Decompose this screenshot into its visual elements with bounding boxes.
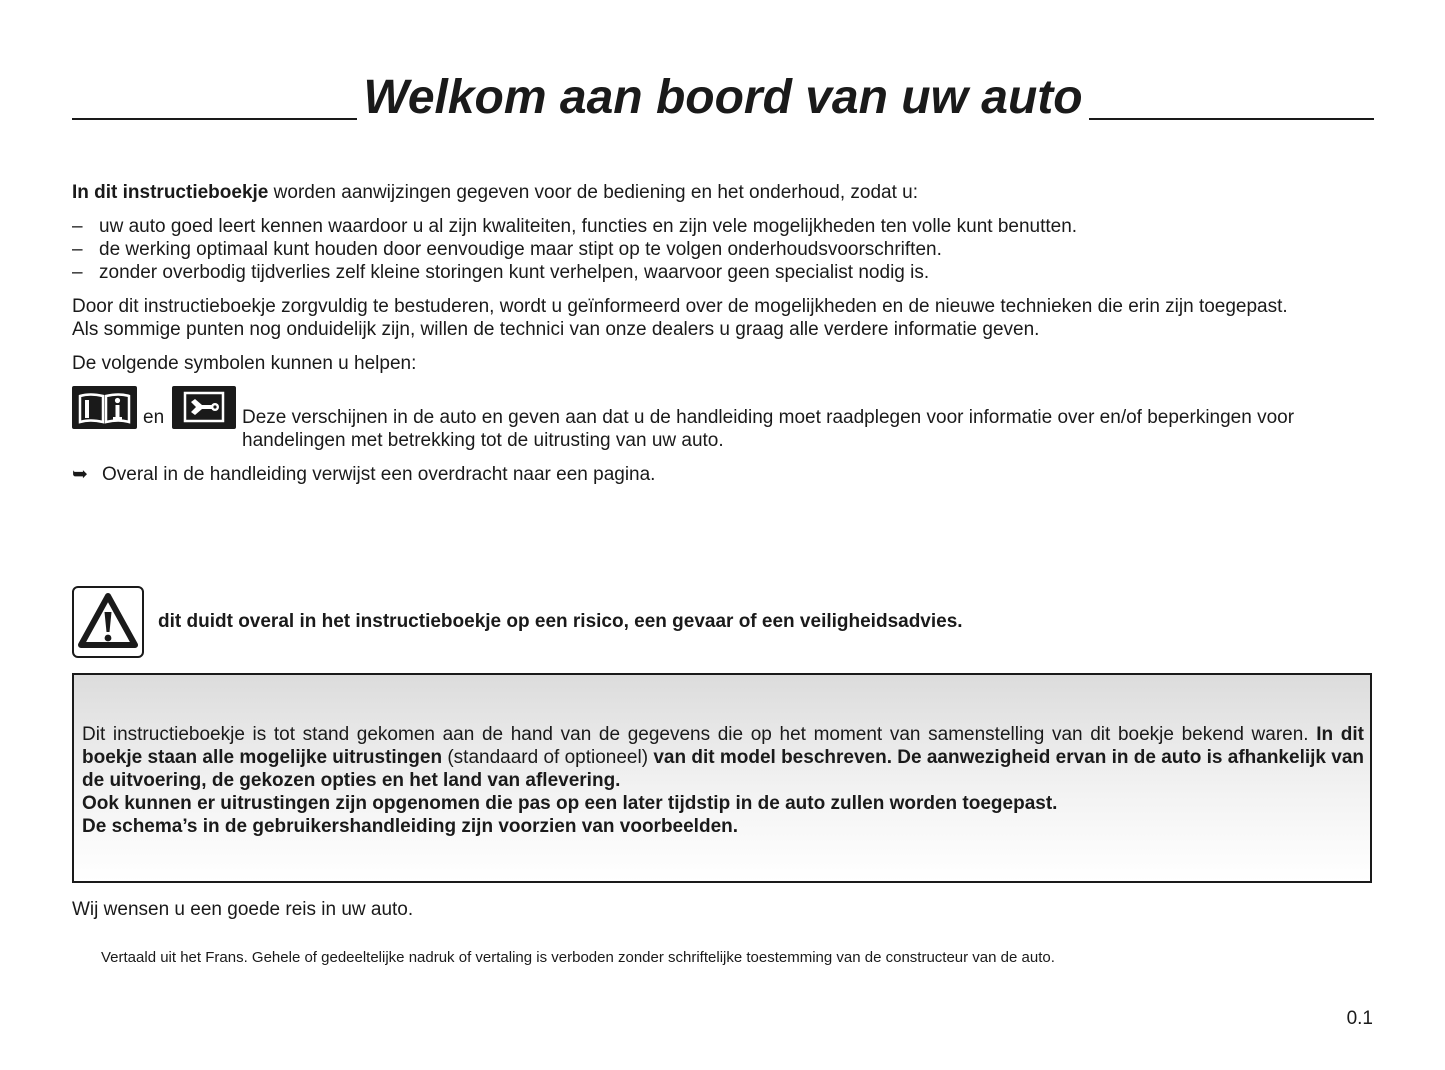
bullet-dash: – — [72, 216, 83, 237]
info-note-box — [72, 673, 1372, 883]
list-item — [72, 238, 942, 261]
intro-rest: worden aanwijzingen gegeven voor de bediening en het onderhoud, zodat u: — [268, 182, 919, 203]
book-info-icon — [72, 386, 137, 429]
symbols-description-line-1: Deze verschijnen in de auto en geven aan dat u de handleiding moet raadplegen voor informatie over en/of beperkingen voor — [242, 407, 1295, 428]
intro-paragraph — [72, 181, 1382, 204]
closing-text: Wij wensen u een goede reis in uw auto. — [72, 899, 414, 920]
page-reference-text: Overal in de handleiding verwijst een overdracht naar een pagina. — [102, 464, 656, 485]
symbols-description-line-2: handelingen met betrekking tot de uitrusting van uw auto. — [242, 430, 724, 451]
note-text-bold: In dit boekje staan alle mogelijke uitrustingen — [82, 724, 1364, 768]
note-text-bold: Ook kunnen er uitrustingen zijn opgenomen die pas op een later tijdstip in de auto zullen worden toegepast. — [82, 793, 1058, 814]
list-item-text: uw auto goed leert kennen waardoor u al zijn kwaliteiten, functies en zijn vele mogelijkheden ten volle kunt benutten. — [99, 216, 1078, 237]
note-text-bold: De schema’s in de gebruikershandleiding zijn voorzien van voorbeelden. — [82, 816, 739, 837]
page-title: Welkom aan boord van uw auto — [357, 71, 1088, 124]
bullet-dash: – — [72, 262, 83, 283]
intro-bold: In dit instructieboekje — [72, 182, 269, 203]
note-text-regular: Dit instructieboekje is tot stand gekomen aan de hand van de gegevens die op het moment van samenstelling van dit boekje bekend waren. — [82, 724, 1317, 745]
wrench-icon — [172, 386, 236, 429]
warning-triangle-icon — [72, 586, 144, 658]
page-reference-note — [72, 463, 655, 486]
page-header — [72, 70, 1374, 124]
translation-notice: Vertaald uit het Frans. Gehele of gedeeltelijke nadruk of vertaling is verboden zonder schriftelijke toestemming van de constructeur van de auto. — [101, 949, 1055, 966]
list-item-text: de werking optimaal kunt houden door eenvoudige maar stipt op te volgen onderhoudsvoorschriften. — [99, 239, 942, 260]
warning-text: dit duidt overal in het instructieboekje op een risico, een gevaar of een veiligheidsadvies. — [158, 611, 963, 632]
study-paragraph-line-1: Door dit instructieboekje zorgvuldig te bestuderen, wordt u geïnformeerd over de mogelijkheden en de nieuwe technieken die erin zijn toegepast. — [72, 296, 1288, 317]
bullet-dash: – — [72, 239, 83, 260]
note-text-bold: van dit model beschreven. De aanwezigheid ervan in de auto is afhankelijk van de uitvoering, de gekozen opties en het land van aflevering. — [82, 747, 1364, 791]
note-text-regular: (standaard of optioneel) — [442, 747, 654, 768]
arrow-right-icon: ➥ — [72, 464, 88, 485]
page-number: 0.1 — [1346, 1008, 1373, 1029]
study-paragraph-line-2: Als sommige punten nog onduidelijk zijn, willen de technici van onze dealers u graag alle verdere informatie geven. — [72, 319, 1040, 340]
list-item-text: zonder overbodig tijdverlies zelf kleine storingen kunt verhelpen, waarvoor geen specialist nodig is. — [99, 262, 930, 283]
symbols-connector: en — [143, 407, 165, 428]
list-item — [72, 261, 929, 284]
list-item — [72, 215, 1077, 238]
info-note-text — [82, 723, 1364, 838]
symbols-intro: De volgende symbolen kunnen u helpen: — [72, 353, 417, 374]
